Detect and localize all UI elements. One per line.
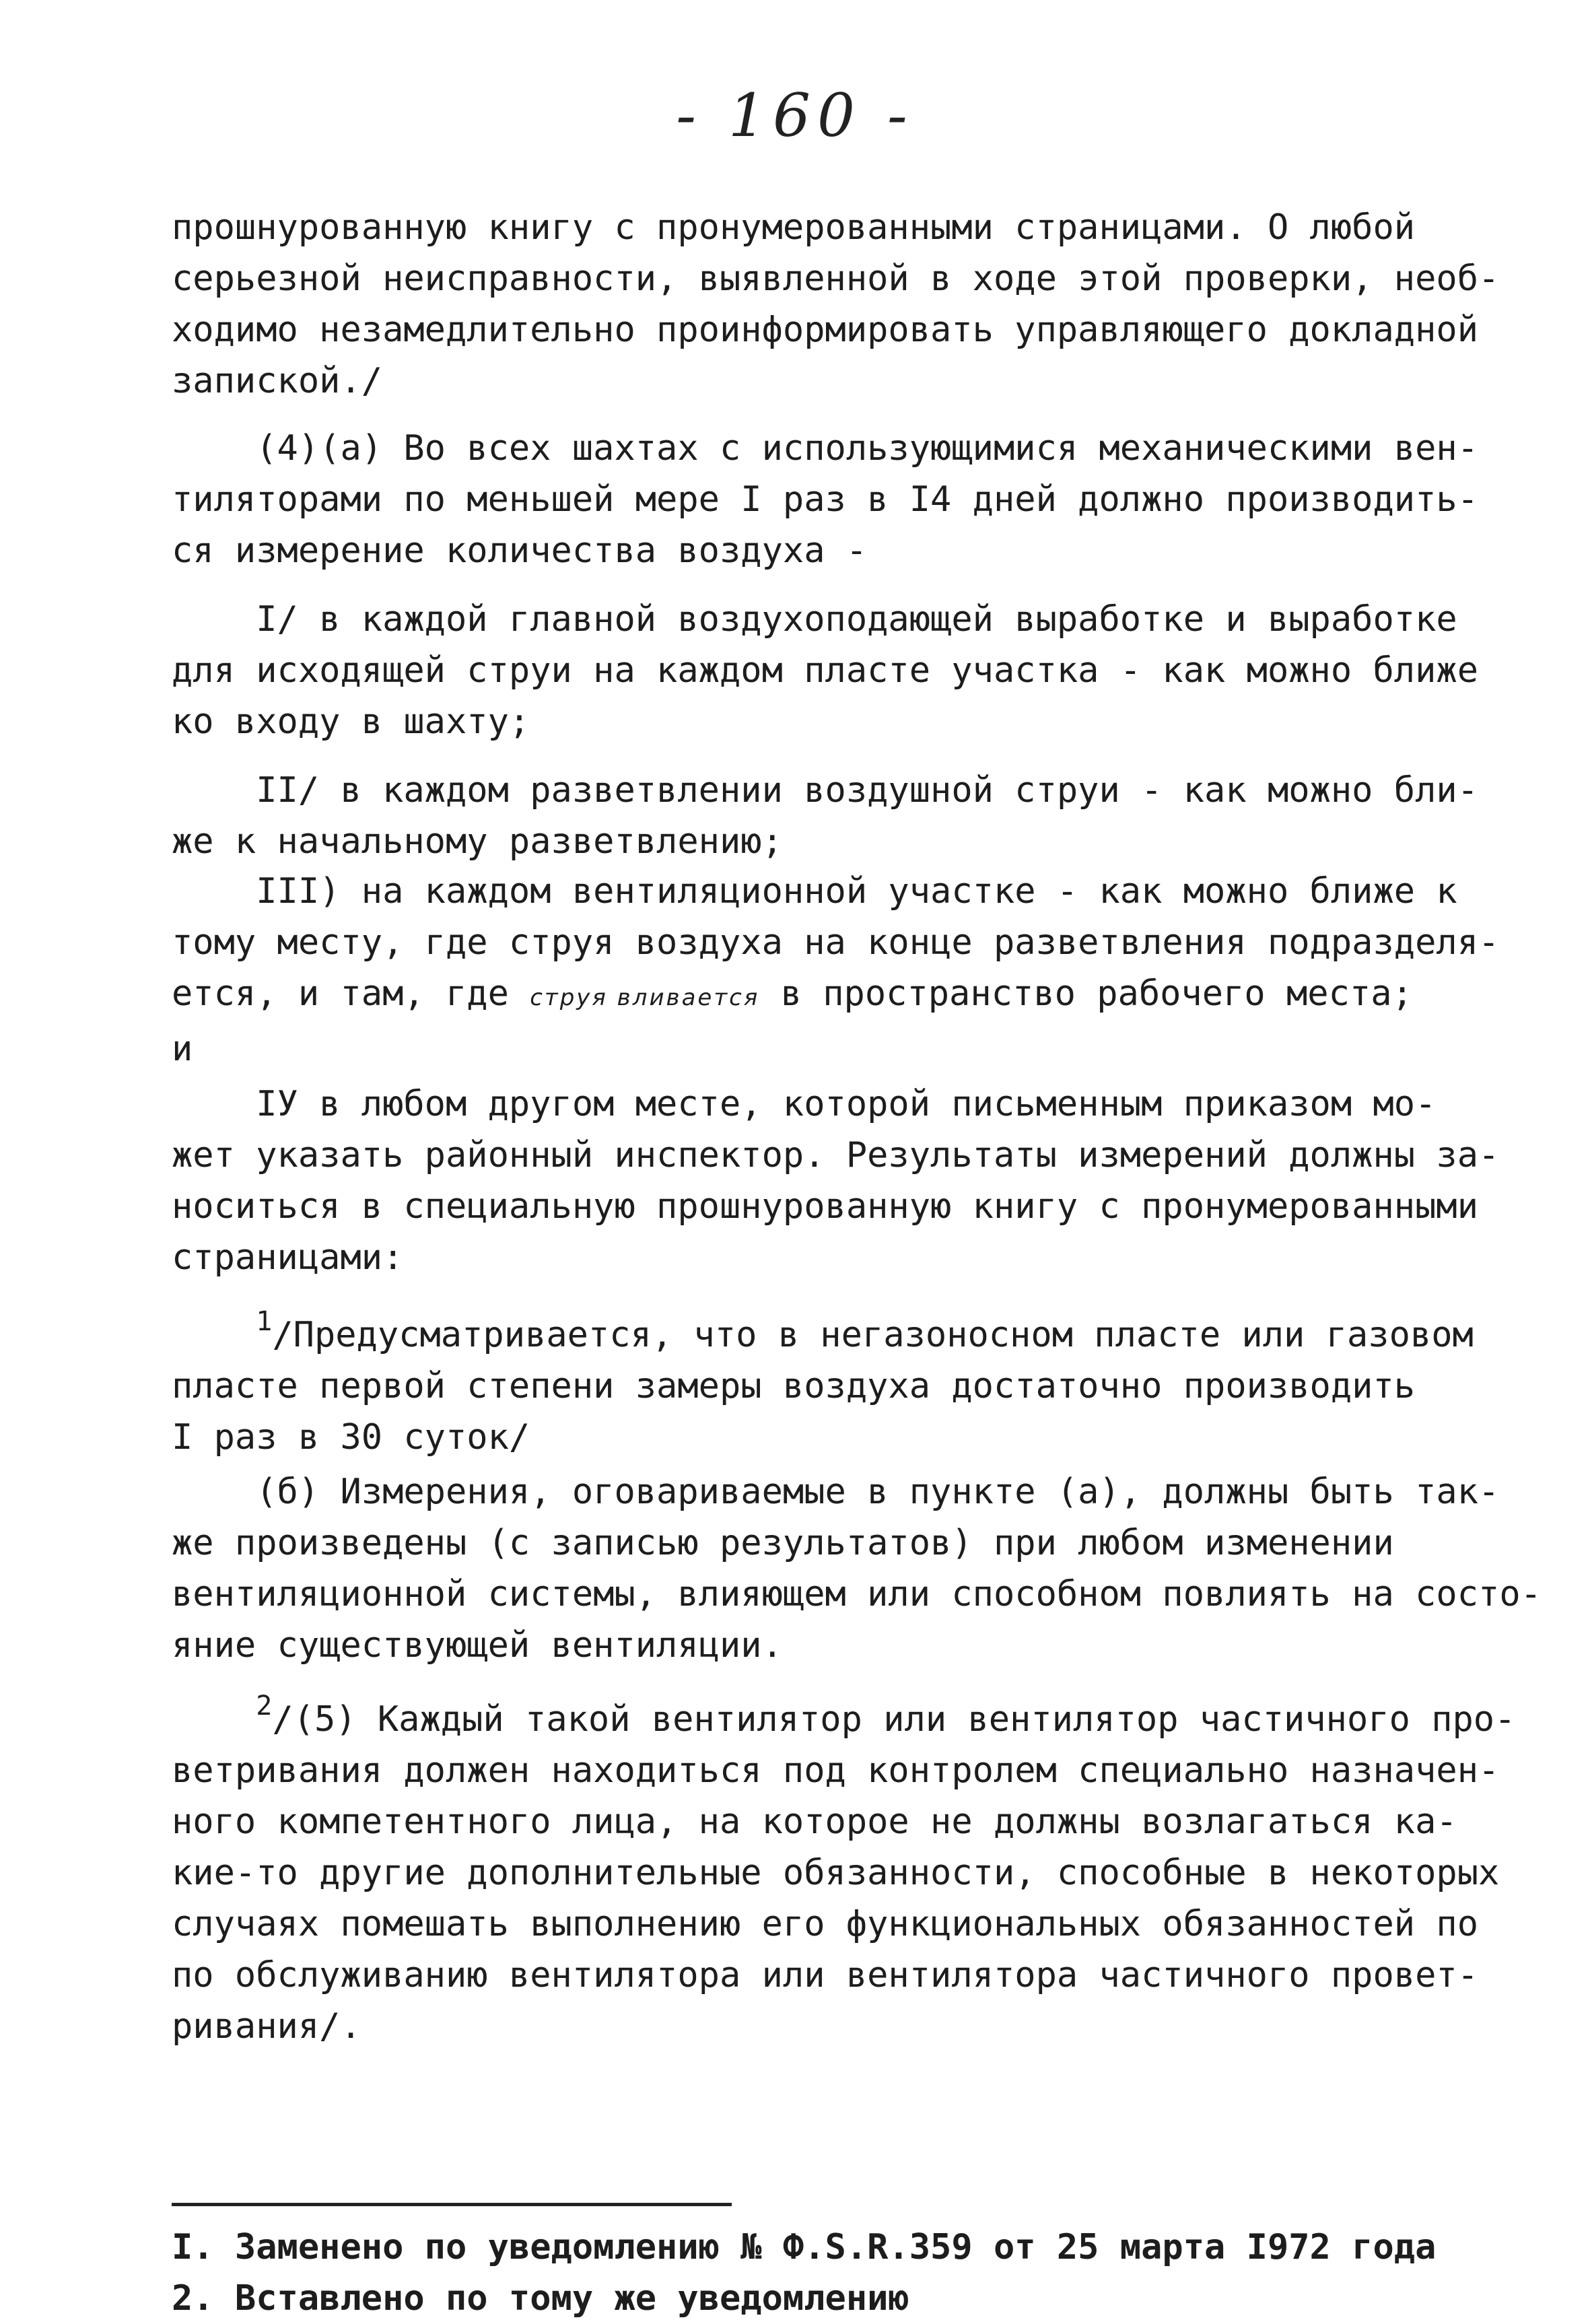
- text-line: тому месту, где струя воздуха на конце разветвления подразделя-: [172, 922, 1500, 963]
- text-line: II/ в каждом разветвлении воздушной струи - как можно бли-: [172, 770, 1479, 811]
- paragraph-1: [172, 202, 1500, 407]
- text-line: тиляторами по меньшей мере I раз в I4 дней должно производить-: [172, 479, 1479, 520]
- text-line: ся измерение количества воздуха -: [172, 531, 868, 571]
- text-line: I/ в каждой главной воздухоподающей выработке и выработке: [172, 599, 1457, 640]
- footnote-marker: 2: [256, 1690, 273, 1721]
- text-line: же к начальному разветвлению;: [172, 821, 783, 862]
- text-line: по обслуживанию вентилятора или вентилятора частичного провет-: [172, 1955, 1479, 1995]
- note-line-text: /Предусматривается, что в негазоносном пласте или газовом: [272, 1315, 1474, 1355]
- text-line: кие-то другие дополнительные обязанности, способные в некоторых: [172, 1853, 1500, 1893]
- line-start: ется, и там, где: [172, 973, 530, 1014]
- footnote-1: I. Заменено по уведомлению № Ф.S.R.359 от 25 марта I972 года: [172, 2227, 1437, 2267]
- text-line: носиться в специальную прошнурованную книгу с пронумерованными: [172, 1186, 1479, 1227]
- footnote-2: 2. Вставлено по тому же уведомлению: [172, 2278, 909, 2319]
- text-line: серьезной неисправности, выявленной в ходе этой проверки, необ-: [172, 259, 1500, 299]
- note-1: [172, 1296, 1491, 1463]
- text-line: страницами:: [172, 1237, 404, 1278]
- text-line: [172, 1690, 1516, 1740]
- paragraph-4b: [172, 1466, 1542, 1671]
- text-line: вентиляционной системы, влияющем или способном повлиять на состо-: [172, 1574, 1542, 1614]
- text-line: [172, 973, 1413, 1014]
- text-line: прошнурованную книгу с пронумерованными страницами. О любой: [172, 207, 1416, 248]
- footnote-marker: 1: [256, 1306, 273, 1337]
- text-line: же произведены (с записью результатов) при любом изменении: [172, 1523, 1394, 1563]
- text-line: яние существующей вентиляции.: [172, 1625, 783, 1666]
- text-line: ходимо незамедлительно проинформировать управляющего докладной: [172, 310, 1479, 350]
- item-1: [172, 594, 1491, 747]
- handwritten-insert: струя вливается: [530, 984, 760, 1011]
- text-line: (4)(а) Во всех шахтах с использующимися механическими вен-: [172, 428, 1479, 469]
- paragraph-line-text: /(5) Каждый такой вентилятор или вентилятор частичного про-: [272, 1699, 1516, 1740]
- text-line: и: [172, 1029, 193, 1069]
- item-4: [172, 1079, 1500, 1283]
- text-line: ривания/.: [172, 2006, 361, 2047]
- item-3: [172, 866, 1500, 1074]
- text-line: III) на каждом вентиляционной участке - как можно ближе к: [172, 871, 1457, 912]
- text-line: [172, 1306, 1474, 1355]
- line-end: в пространство рабочего места;: [759, 973, 1413, 1014]
- page-number: - 160 -: [676, 81, 914, 150]
- text-line: ко входу в шахту;: [172, 702, 530, 742]
- text-line: случаях помешать выполнению его функциональных обязанностей по: [172, 1904, 1479, 1944]
- text-line: ветривания должен находиться под контролем специально назначен-: [172, 1750, 1500, 1791]
- paragraph-4a: [172, 423, 1491, 576]
- text-line: ного компетентного лица, на которое не должны возлагаться ка-: [172, 1802, 1457, 1842]
- text-line: пласте первой степени замеры воздуха достаточно производить: [172, 1366, 1416, 1406]
- text-line: для исходящей струи на каждом пласте участка - как можно ближе: [172, 650, 1479, 691]
- text-line: IУ в любом другом месте, которой письменным приказом мо-: [172, 1084, 1437, 1124]
- paragraph-5: [172, 1680, 1516, 2052]
- item-2: [172, 765, 1491, 867]
- text-line: запиской./: [172, 361, 383, 401]
- footnotes: [172, 2222, 1491, 2324]
- footnote-divider: [172, 2203, 732, 2206]
- text-line: I раз в 30 суток/: [172, 1417, 530, 1458]
- text-line: жет указать районный инспектор. Результаты измерений должны за-: [172, 1135, 1500, 1175]
- text-line: (б) Измерения, оговариваемые в пункте (а), должны быть так-: [172, 1472, 1500, 1512]
